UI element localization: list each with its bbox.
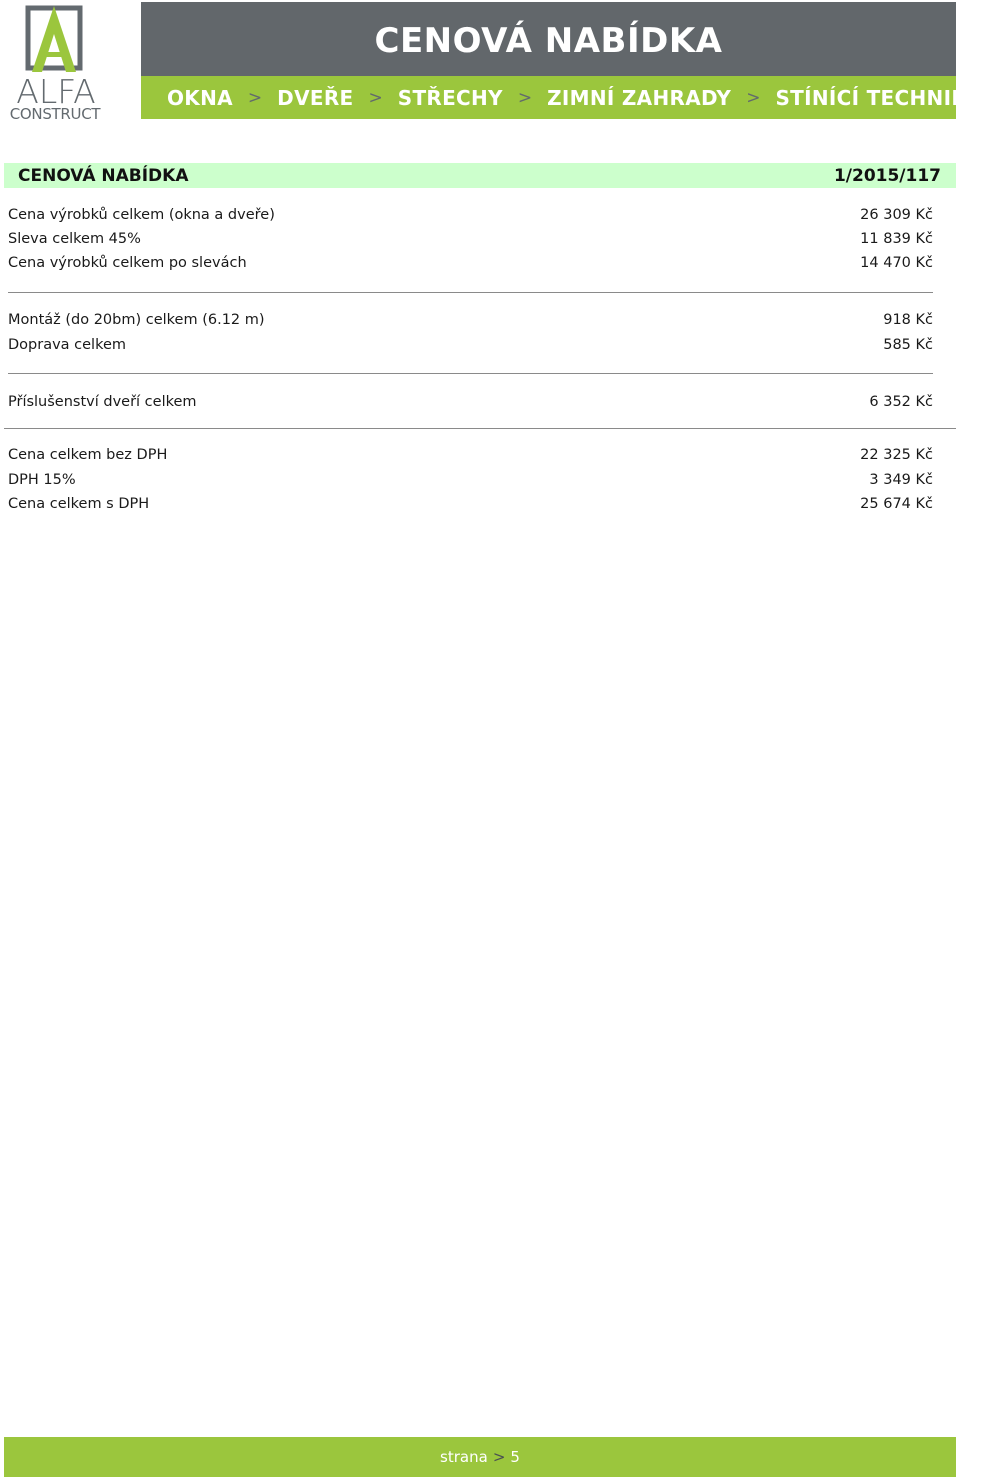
row-label: Cena celkem bez DPH: [8, 447, 168, 463]
section-divider: [4, 428, 956, 429]
offer-header-band: [4, 163, 956, 188]
section-divider: [8, 292, 933, 293]
nav-item-dvere[interactable]: DVEŘE: [277, 85, 354, 110]
category-nav: [141, 76, 983, 119]
row-label: Sleva celkem 45%: [8, 231, 141, 247]
footer-page-number: 5: [510, 1448, 520, 1466]
price-row: [8, 251, 933, 275]
header-title: CENOVÁ NABÍDKA: [374, 21, 723, 61]
nav-item-zimni-zahrady[interactable]: ZIMNÍ ZAHRADY: [547, 85, 732, 110]
row-value: 22 325 Kč: [860, 447, 933, 463]
page-footer: [4, 1437, 956, 1477]
row-value: 25 674 Kč: [860, 496, 933, 512]
footer-page-word: strana: [440, 1448, 488, 1466]
nav-separator: >: [368, 87, 383, 108]
price-row: [8, 468, 933, 492]
price-row: [8, 227, 933, 251]
price-row: [8, 443, 933, 467]
price-row: [8, 492, 933, 516]
price-row: [8, 333, 933, 357]
row-value: 11 839 Kč: [860, 231, 933, 247]
footer-separator: >: [492, 1448, 506, 1466]
row-label: DPH 15%: [8, 472, 76, 488]
row-label: Cena celkem s DPH: [8, 496, 150, 512]
offer-title: CENOVÁ NABÍDKA: [18, 166, 189, 186]
nav-separator: >: [517, 87, 533, 108]
row-label: Cena výrobků celkem (okna a dveře): [8, 207, 275, 223]
section-divider: [8, 373, 933, 374]
company-logo: [2, 4, 106, 122]
row-label: Cena výrobků celkem po slevách: [8, 255, 247, 271]
header-title-bar: [141, 2, 956, 76]
nav-item-strechy[interactable]: STŘECHY: [397, 85, 503, 110]
row-value: 918 Kč: [883, 312, 933, 328]
row-value: 26 309 Kč: [860, 207, 933, 223]
nav-separator: >: [247, 87, 263, 108]
row-value: 585 Kč: [883, 337, 933, 353]
row-value: 6 352 Kč: [869, 394, 933, 410]
logo-wordmark: ALFA: [16, 72, 96, 111]
row-label: Příslušenství dveří celkem: [8, 394, 197, 410]
logo-a-mark-icon: [2, 4, 106, 74]
row-value: 3 349 Kč: [869, 472, 933, 488]
price-row: [8, 308, 933, 332]
price-row: [8, 203, 933, 227]
row-label: Doprava celkem: [8, 337, 127, 353]
row-value: 14 470 Kč: [860, 255, 933, 271]
price-row: [8, 390, 933, 414]
row-label: Montáž (do 20bm) celkem (6.12 m): [8, 312, 265, 328]
offer-number: 1/2015/117: [833, 166, 941, 186]
logo-subtitle: CONSTRUCT: [9, 105, 101, 123]
nav-item-okna[interactable]: OKNA: [167, 85, 233, 110]
nav-separator: >: [746, 87, 761, 108]
nav-item-stinici-technika[interactable]: STÍNÍCÍ TECHNIKA: [775, 85, 983, 110]
